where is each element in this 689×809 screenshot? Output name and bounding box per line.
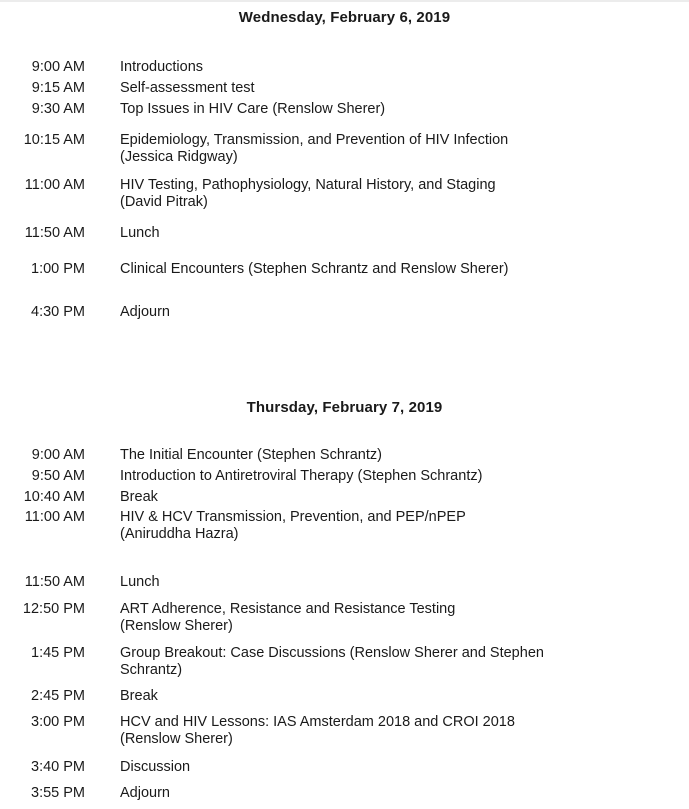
session-description: ART Adherence, Resistance and Resistance Testing (Renslow Sherer) <box>120 601 456 634</box>
session-description: HCV and HIV Lessons: IAS Amsterdam 2018 and CROI 2018 (Renslow Sherer) <box>120 714 515 747</box>
session-time: 9:30 AM <box>31 101 85 117</box>
session-time: 10:40 AM <box>23 489 85 505</box>
session-time: 11:00 AM <box>24 509 85 525</box>
session-description: Introductions <box>120 59 204 75</box>
session-description: Adjourn <box>120 785 170 801</box>
session-time: 9:00 AM <box>31 59 85 75</box>
session-description: Introduction to Antiretroviral Therapy (Stephen Schrantz) <box>120 468 483 484</box>
session-time: 9:00 AM <box>31 447 85 463</box>
session-description: HIV & HCV Transmission, Prevention, and PEP/nPEP (Aniruddha Hazra) <box>120 509 466 542</box>
page-top-edge <box>0 0 689 2</box>
session-time: 9:50 AM <box>31 468 85 484</box>
session-time: 3:40 PM <box>31 759 85 775</box>
session-description: Clinical Encounters (Stephen Schrantz and Renslow Sherer) <box>120 261 509 277</box>
session-time: 1:45 PM <box>31 645 85 661</box>
session-description: Break <box>120 688 158 704</box>
session-description: Lunch <box>120 225 160 241</box>
session-description: Discussion <box>120 759 191 775</box>
session-description: Top Issues in HIV Care (Renslow Sherer) <box>120 101 386 117</box>
session-description: Self-assessment test <box>120 80 255 96</box>
session-time: 3:55 PM <box>31 785 85 801</box>
session-time: 9:15 AM <box>31 80 85 96</box>
session-description: Break <box>120 489 158 505</box>
session-time: 2:45 PM <box>31 688 85 704</box>
session-description: Epidemiology, Transmission, and Prevention of HIV Infection (Jessica Ridgway) <box>120 132 509 165</box>
session-time: 11:00 AM <box>24 177 85 193</box>
session-time: 1:00 PM <box>31 261 85 277</box>
session-description: HIV Testing, Pathophysiology, Natural History, and Staging (David Pitrak) <box>120 177 496 210</box>
session-time: 11:50 AM <box>24 574 85 590</box>
session-time: 10:15 AM <box>23 132 85 148</box>
day-heading-thursday: Thursday, February 7, 2019 <box>246 399 443 416</box>
session-description: Adjourn <box>120 304 170 320</box>
session-description: Lunch <box>120 574 160 590</box>
session-time: 11:50 AM <box>24 225 85 241</box>
session-time: 3:00 PM <box>31 714 85 730</box>
session-time: 12:50 PM <box>22 601 85 617</box>
session-description: The Initial Encounter (Stephen Schrantz) <box>120 447 382 463</box>
day-heading-wednesday: Wednesday, February 6, 2019 <box>238 9 451 26</box>
session-description: Group Breakout: Case Discussions (Renslow Sherer and Stephen Schrantz) <box>120 645 544 678</box>
session-time: 4:30 PM <box>31 304 85 320</box>
